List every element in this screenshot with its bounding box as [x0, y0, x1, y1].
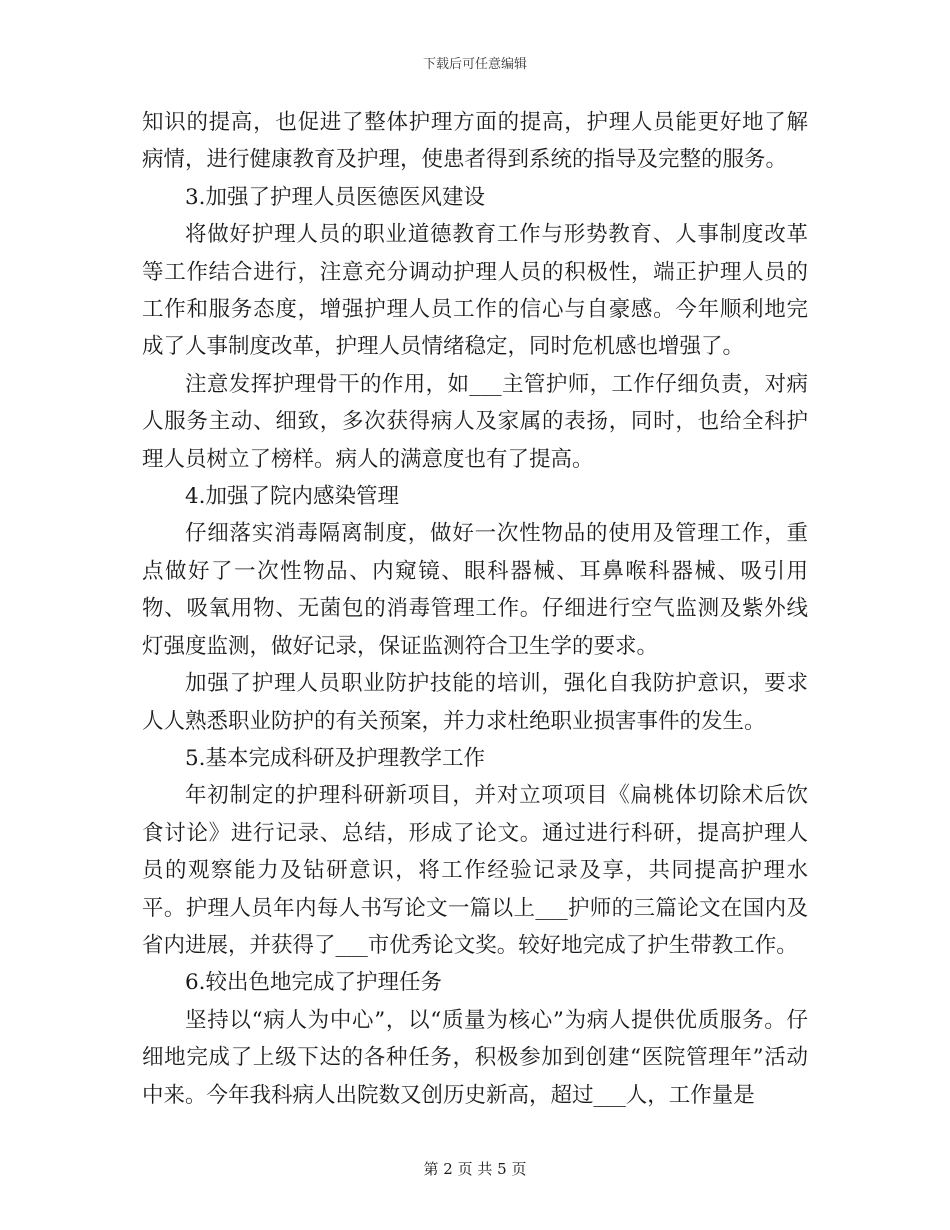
page-footer — [0, 1158, 950, 1179]
section-heading-5: 5.基本完成科研及护理教学工作 — [185, 745, 486, 771]
section-heading-6: 6.较出色地完成了护理任务 — [185, 970, 443, 996]
paragraph: 将做好护理人员的职业道德教育工作与形势教育、人事制度改革等工作结合进行，注意充分调动护理人员的积极性，端正护理人员的工作和服务态度，增强护理人员工作的信心与自豪感。今年顺利地完成了人事制度改革，护理人员情绪稳定，同时危机感也增强了。 — [142, 222, 808, 360]
section-heading-4: 4.加强了院内感染管理 — [185, 484, 400, 510]
paragraph: 加强了护理人员职业防护技能的培训，强化自我防护意识，要求人人熟悉职业防护的有关预案，并力求杜绝职业损害事件的发生。 — [142, 671, 808, 734]
paragraph: 年初制定的护理科研新项目，并对立项项目《扁桃体切除术后饮食讨论》进行记录、总结，形成了论文。通过进行科研，提高护理人员的观察能力及钻研意识，将工作经验记录及享，共同提高护理水平。护理人员年内每人书写论文一篇以上___护师的三篇论文在国内及省内进展，并获得了___市优秀论文奖。较好地完成了护生带教工作。 — [142, 783, 808, 958]
paragraph: 仔细落实消毒隔离制度，做好一次性物品的使用及管理工作，重点做好了一次性物品、内窥镜、眼科器械、耳鼻喉科器械、吸引用物、吸氧用物、无菌包的消毒管理工作。仔细进行空气监测及紫外线灯强度监测，做好记录，保证监测符合卫生学的要求。 — [142, 521, 808, 659]
page-header: 下载后可任意编辑 — [422, 57, 527, 72]
paragraph-continuation: 知识的提高，也促进了整体护理方面的提高，护理人员能更好地了解病情，进行健康教育及护理，使患者得到系统的指导及完整的服务。 — [142, 110, 808, 173]
page-number: 第 2 页 共 5 页 — [423, 1160, 527, 1178]
document-body — [142, 104, 808, 1114]
paragraph: 注意发挥护理骨干的作用，如___主管护师，工作仔细负责，对病人服务主动、细致，多次获得病人及家属的表扬，同时，也给全科护理人员树立了榜样。病人的满意度也有了提高。 — [142, 371, 808, 472]
section-heading-3: 3.加强了护理人员医德医风建设 — [185, 184, 486, 210]
paragraph: 坚持以“病人为中心”，以“质量为核心”为病人提供优质服务。仔细地完成了上级下达的各种任务，积极参加到创建“医院管理年”活动中来。今年我科病人出院数又创历史新高，超过___人，工作量是 — [142, 1007, 808, 1108]
